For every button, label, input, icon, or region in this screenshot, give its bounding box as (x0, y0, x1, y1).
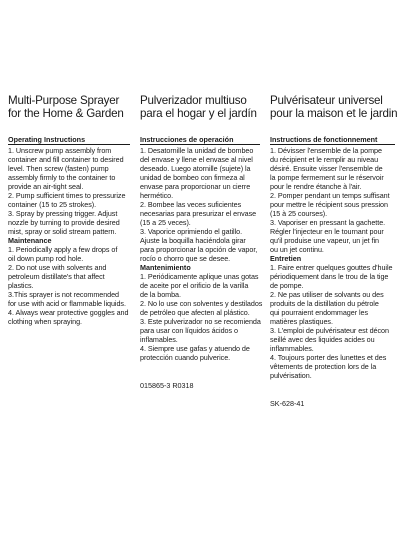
spanish-title-line-1: Pulverizador multiuso (140, 94, 247, 107)
english-operating-instructions (8, 146, 130, 236)
instruction-line: 1. Periodically apply a few drops of (8, 244, 118, 254)
instruction-line: de la bomba. (140, 289, 181, 299)
instruction-line: de petróleo que afecten al plástico. (140, 307, 250, 317)
instruction-line: 1. Unscrew pump assembly from (8, 145, 112, 155)
instruction-line: clothing when spraying. (8, 316, 82, 326)
instruction-line: petroleum distillate's that affect (8, 271, 105, 281)
instruction-line: 3. Vaporice oprimiendo el gatillo. (140, 226, 243, 236)
french-title-line-2: pour la maison et le jardin (270, 106, 398, 120)
instruction-line: qui pourraient endommager les (270, 307, 369, 317)
spanish-operating-instructions (140, 146, 260, 263)
french-title-line-1: Pulvérisateur universel (270, 94, 383, 107)
instruction-line: 3. Vaporiser en pressant la gachette. (270, 217, 386, 227)
instruction-line: nozzle by turning to provide desired (8, 217, 120, 227)
instruction-line: de pompe. (270, 280, 304, 290)
english-title-line-2: for the Home & Garden (8, 106, 124, 120)
instruction-line: 1. Dévisser l'ensemble de la pompe (270, 145, 382, 155)
instruction-line: del envase y llene el envase al nivel (140, 154, 253, 164)
instruction-line: désiré. Ensuite visser l'ensemble de (270, 163, 383, 173)
spanish-title (140, 95, 260, 120)
instruction-line: 3. Spray by pressing trigger. Adjust (8, 208, 118, 218)
instruction-line: inflamables. (140, 334, 178, 344)
instruction-line: for use with acid or flammable liquids. (8, 298, 126, 308)
instruction-line: ou un jet continu. (270, 244, 324, 254)
instruction-line: oil down pump rod hole. (8, 253, 84, 263)
french-maintenance-instructions (270, 263, 395, 380)
instruction-line: (15 à 25 courses). (270, 208, 328, 218)
instruction-line: seillé avec des liquides acides ou (270, 334, 375, 344)
instruction-line: 1. Periódicamente aplique unas gotas (140, 271, 259, 281)
english-title (8, 95, 130, 120)
instruction-line: 3. L'emploi de pulvérisateur est décon (270, 325, 389, 335)
instruction-line: hermético. (140, 190, 174, 200)
instruction-line: inflammables. (270, 343, 314, 353)
instruction-line: pour mettre le récipient sous pression (270, 199, 388, 209)
instruction-line: envase para proporcionar un cierre (140, 181, 251, 191)
french-title (270, 94, 398, 120)
instruction-line: 2. Bombee las veces suficientes (140, 199, 242, 209)
instruction-line: (15 a 25 veces). (140, 217, 191, 227)
english-maintenance-instructions (8, 245, 130, 326)
english-column (8, 95, 130, 326)
instruction-line: du récipient et le remplir au niveau (270, 154, 379, 164)
instruction-line: para usar con líquidos ácidos o (140, 325, 238, 335)
instruction-line: pour le rendre étanche à l'air. (270, 181, 362, 191)
instruction-line: 2. Ne pas utiliser de solvants ou des (270, 289, 384, 299)
instruction-line: mist, spray or solid stream pattern. (8, 226, 117, 236)
instruction-line: necesarias para presurizar el envase (140, 208, 257, 218)
instruction-line: 4. Toujours porter des lunettes et des (270, 352, 387, 362)
instruction-line: vêtements de protection lors de la (270, 361, 377, 371)
instruction-line: 4. Siempre use gafas y atuendo de (140, 343, 250, 353)
instruction-line: deseado. Luego atornille (sujete) la (140, 163, 251, 173)
instruction-line: rocío o chorro que se desee. (140, 253, 231, 263)
instruction-line: 2. No lo use con solventes y destilados (140, 298, 263, 308)
instruction-line: Ajuste la boquilla haciéndola girar (140, 235, 246, 245)
instruction-line: container (15 to 25 strokes). (8, 199, 97, 209)
instruction-line: 1. Faire entrer quelques gouttes d'huile (270, 262, 393, 272)
instruction-line: 4. Always wear protective goggles and (8, 307, 129, 317)
sku-code: SK-628-41 (270, 398, 305, 408)
spanish-maintenance-instructions (140, 271, 263, 362)
french-column (270, 94, 398, 408)
instruction-line: provide an air-tight seal. (8, 181, 84, 191)
instruction-line: pulvérisation. (270, 370, 312, 380)
french-operating-heading: Instructions de fonctionnement (270, 135, 395, 145)
instruction-line: plastics. (8, 280, 34, 290)
instruction-line: level. Then screw (fasten) pump (8, 163, 109, 173)
instruction-line: protección cuando pulverice. (140, 352, 231, 362)
spanish-column (140, 94, 263, 390)
spanish-operating-heading: Instrucciones de operación (140, 135, 260, 145)
instruction-line: périodiquement dans le trou de la tige (270, 271, 389, 281)
instruction-line: 2. Pomper pendant un temps suffisant (270, 190, 390, 200)
instruction-line: matières plastiques. (270, 316, 333, 326)
english-title-line-1: Multi-Purpose Sprayer (8, 94, 120, 107)
instruction-line: de aceite por el orificio de la varilla (140, 280, 249, 290)
instruction-line: container and fill container to desired (8, 154, 124, 164)
instruction-line: assembly firmly to the container to (8, 172, 116, 182)
spanish-title-line-2: para el hogar y el jardín (140, 106, 257, 120)
instruction-line: 1. Desatornille la unidad de bombeo (140, 145, 254, 155)
instruction-line: para proporcionar la opción de vapor, (140, 244, 258, 254)
english-maintenance-heading: Maintenance (8, 235, 52, 245)
french-maintenance-heading: Entretien (270, 253, 302, 263)
instruction-line: la pompe fermement sur le réservoir (270, 172, 384, 182)
spanish-maintenance-heading: Mantenimiento (140, 262, 191, 272)
instruction-line: 2. Do not use with solvents and (8, 262, 107, 272)
instruction-line: produits de la distillation du pétrole (270, 298, 379, 308)
french-operating-instructions (270, 146, 395, 254)
instruction-line: 3. Este pulverizador no se recomienda (140, 316, 261, 326)
instruction-line: unidad de bombeo con firmeza al (140, 172, 245, 182)
instruction-line: qu'il produise une vapeur, un jet fin (270, 235, 380, 245)
instruction-line: 2. Pump sufficient times to pressurize (8, 190, 126, 200)
instruction-line: 3.This sprayer is not recommended (8, 289, 120, 299)
product-code: 015865-3 R0318 (140, 380, 194, 390)
instruction-line: Régler l'injecteur en le tournant pour (270, 226, 384, 236)
english-operating-heading: Operating Instructions (8, 135, 130, 145)
